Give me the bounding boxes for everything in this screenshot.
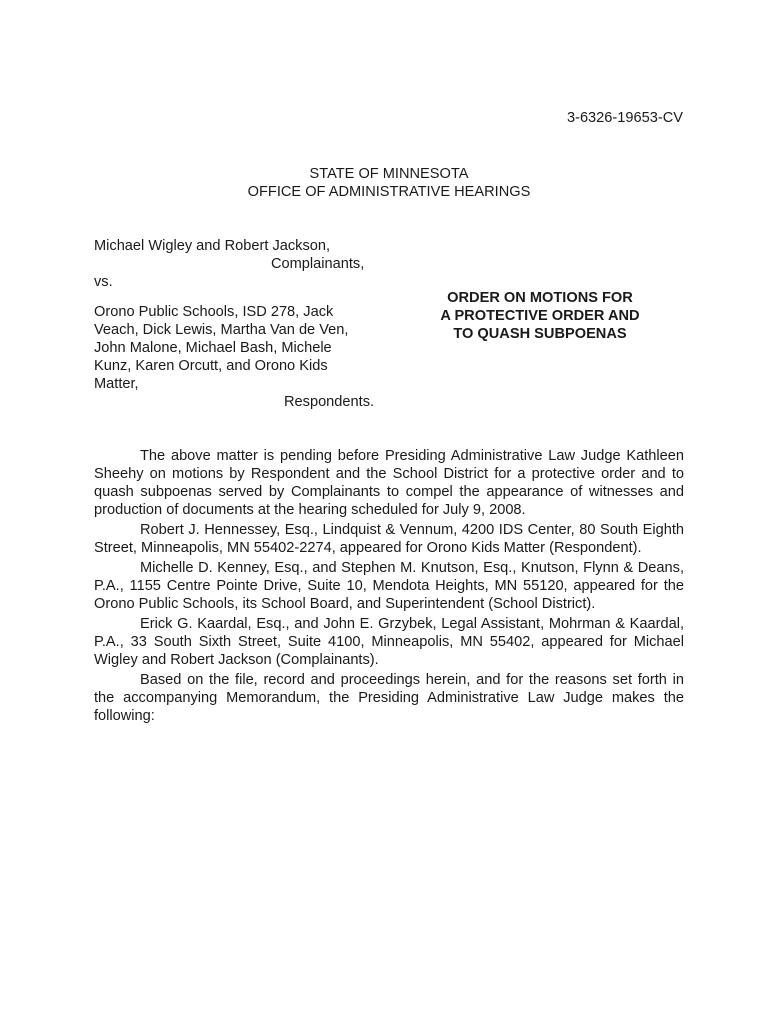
document-body: [94, 447, 684, 727]
order-title-line: A PROTECTIVE ORDER AND: [440, 308, 640, 324]
paragraph-appearance-school-district: Michelle D. Kenney, Esq., and Stephen M. Knutson, Esq., Knutson, Flynn & Deans, P.A., 1155 Centre Pointe Drive, Suite 10, Mendota Heights, MN 55120, appeared for the Orono Public Schools, its School Board, and Superintendent (School District).: [94, 560, 684, 612]
case-caption-parties: [94, 237, 394, 411]
order-title-line: ORDER ON MOTIONS FOR: [447, 290, 633, 306]
state-name: STATE OF MINNESOTA: [309, 166, 469, 182]
complainant-names: Michael Wigley and Robert Jackson,: [94, 238, 331, 254]
respondent-names-line: Orono Public Schools, ISD 278, Jack: [94, 304, 334, 320]
case-number: 3-6326-19653-CV: [566, 110, 683, 126]
office-name: OFFICE OF ADMINISTRATIVE HEARINGS: [247, 184, 531, 200]
respondent-names-line: Veach, Dick Lewis, Martha Van de Ven,: [94, 322, 349, 338]
caption-spacer: [94, 291, 394, 303]
order-title: [420, 289, 660, 343]
complainants-label: Complainants,: [271, 256, 365, 272]
respondent-names-line: John Malone, Michael Bash, Michele: [94, 340, 332, 356]
paragraph-matter-pending: The above matter is pending before Presiding Administrative Law Judge Kathleen Sheehy on motions by Respondent and the School District for a protective order and to quash subpoenas served by Complainants to compel the appearance of witnesses and production of documents at the hearing scheduled for July 9, 2008.: [94, 448, 684, 518]
order-title-line: TO QUASH SUBPOENAS: [453, 326, 627, 342]
paragraph-findings-intro: Based on the file, record and proceedings herein, and for the reasons set forth in the accompanying Memorandum, the Presiding Administrative Law Judge makes the following:: [94, 672, 684, 724]
paragraph-appearance-respondent: Robert J. Hennessey, Esq., Lindquist & Vennum, 4200 IDS Center, 80 South Eighth Street, Minneapolis, MN 55402-2274, appeared for Orono Kids Matter (Respondent).: [94, 522, 684, 556]
agency-heading: [0, 165, 770, 201]
respondent-names-line: Matter,: [94, 376, 139, 392]
respondent-names-line: Kunz, Karen Orcutt, and Orono Kids: [94, 358, 328, 374]
versus-label: vs.: [94, 274, 113, 290]
respondents-label: Respondents.: [284, 394, 375, 410]
paragraph-appearance-complainants: Erick G. Kaardal, Esq., and John E. Grzybek, Legal Assistant, Mohrman & Kaardal, P.A., 33 South Sixth Street, Suite 4100, Minneapolis, MN 55402, appeared for Michael Wigley and Robert Jackson (Complainants).: [94, 616, 684, 668]
